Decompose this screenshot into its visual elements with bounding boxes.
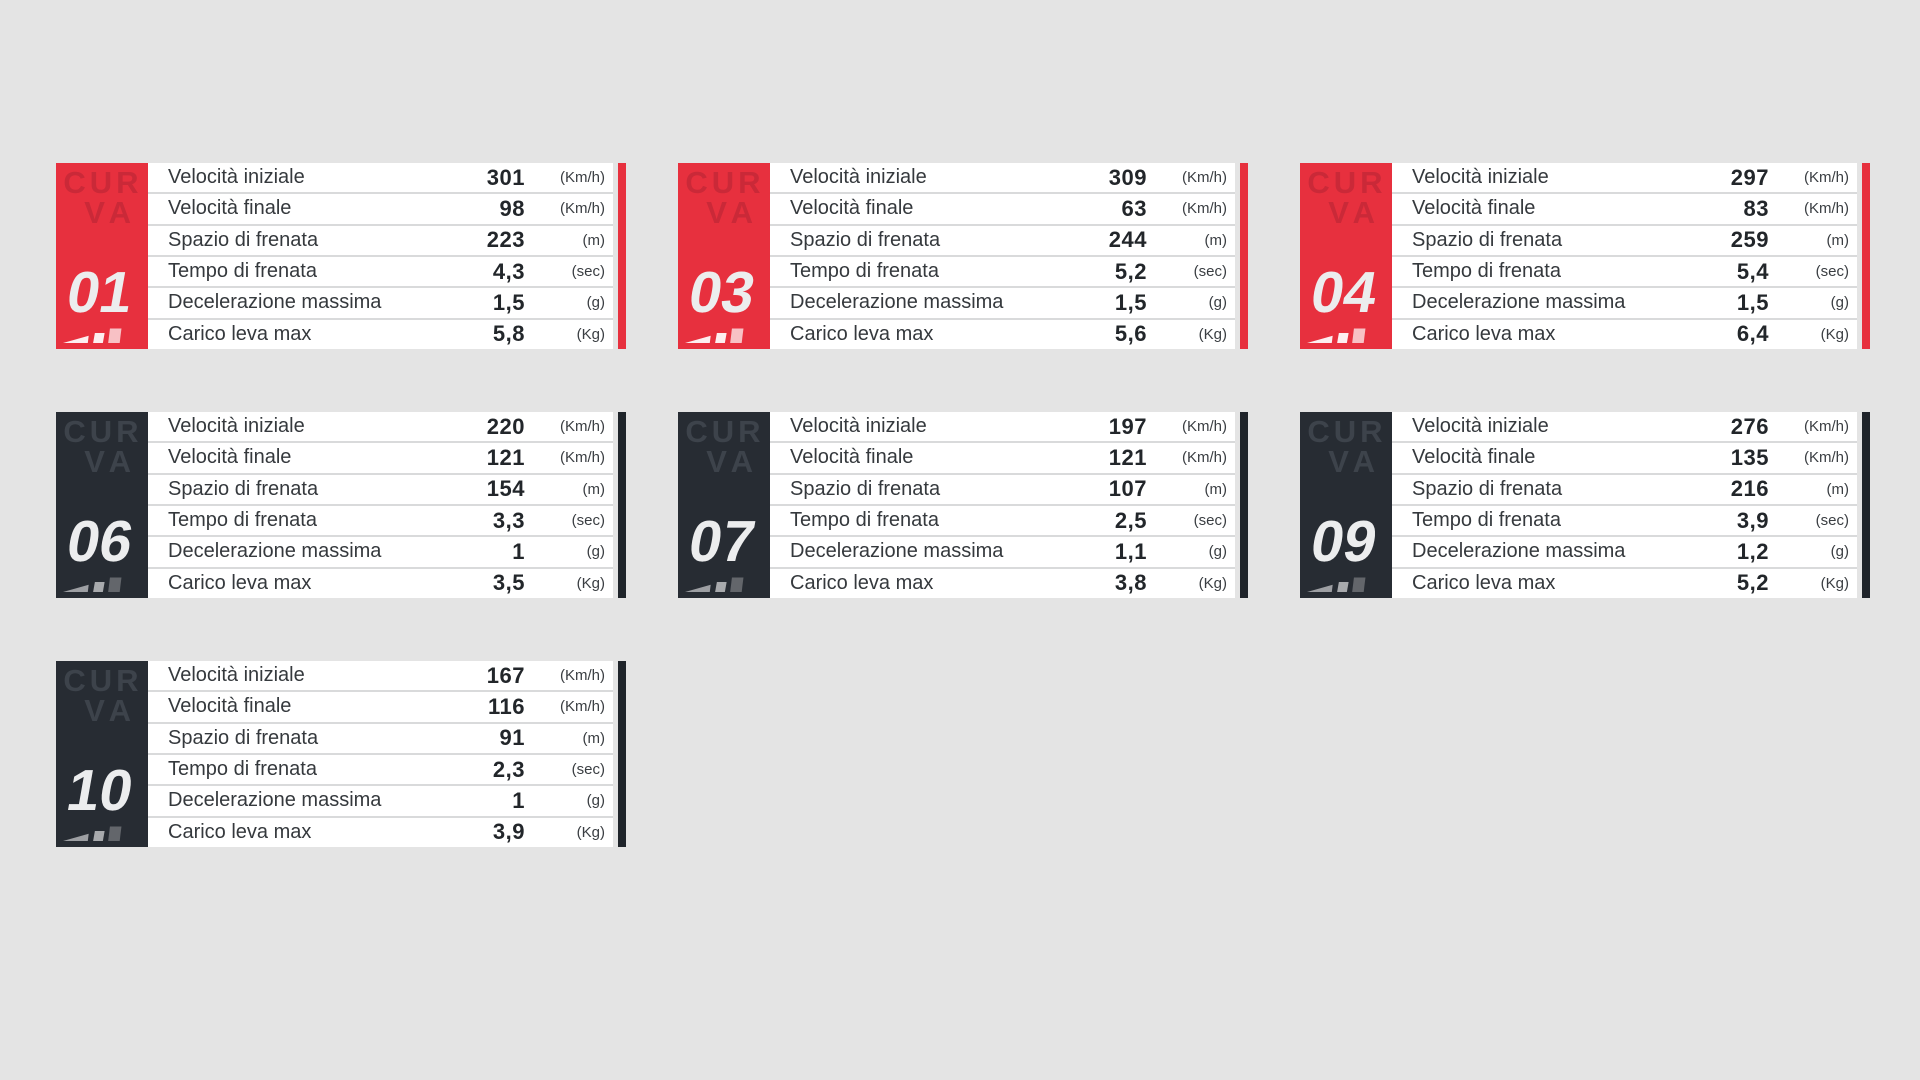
data-row [1392, 506, 1857, 535]
row-unit: (sec) [1815, 263, 1849, 281]
data-rows [148, 163, 613, 349]
row-value: 116 [488, 693, 525, 719]
curve-badge [56, 163, 148, 349]
curve-card [678, 412, 1248, 598]
row-value: 167 [486, 662, 525, 688]
accent-stripe [618, 163, 626, 349]
row-label: Tempo di frenata [1412, 509, 1561, 532]
accent-stripe [1240, 163, 1248, 349]
data-row [148, 320, 613, 349]
data-row [148, 818, 613, 847]
row-value: 244 [1108, 227, 1147, 253]
curve-badge [56, 661, 148, 847]
row-label: Velocità finale [1412, 197, 1536, 220]
curve-card [1300, 163, 1870, 349]
row-value: 223 [486, 227, 525, 253]
row-value: 1,5 [1736, 289, 1769, 315]
data-rows [770, 163, 1235, 349]
data-row [148, 755, 613, 784]
data-row [1392, 443, 1857, 472]
row-label: Decelerazione massima [168, 789, 382, 812]
data-row [148, 194, 613, 223]
row-value: 4,3 [492, 258, 525, 284]
accent-stripe [1862, 163, 1870, 349]
row-label: Carico leva max [1412, 571, 1556, 594]
data-rows [148, 661, 613, 847]
row-label: Spazio di frenata [1412, 477, 1563, 500]
row-unit: (Km/h) [1182, 418, 1227, 436]
row-label: Velocità finale [168, 197, 292, 220]
row-label: Velocità iniziale [168, 166, 305, 189]
curva-wordmark-line2: VA [84, 444, 137, 480]
row-unit: (Kg) [1198, 325, 1227, 343]
data-rows [770, 412, 1235, 598]
row-label: Spazio di frenata [790, 228, 941, 251]
data-row [770, 475, 1235, 504]
row-unit: (Km/h) [1804, 169, 1849, 187]
row-unit: (Kg) [1820, 325, 1849, 343]
row-label: Tempo di frenata [168, 509, 317, 532]
row-value: 220 [486, 413, 525, 439]
data-row [770, 569, 1235, 598]
data-rows [148, 412, 613, 598]
row-unit: (m) [1204, 480, 1227, 498]
row-unit: (sec) [571, 512, 605, 530]
data-row [148, 288, 613, 317]
row-unit: (Km/h) [560, 200, 605, 218]
curva-wordmark-line2: VA [1328, 444, 1381, 480]
row-label: Spazio di frenata [168, 477, 319, 500]
speed-ramp-icon [685, 323, 747, 343]
data-row [148, 475, 613, 504]
curva-wordmark-line1: CUR [685, 165, 765, 200]
curve-badge [678, 412, 770, 598]
row-label: Velocità finale [1412, 446, 1536, 469]
curva-wordmark-line1: CUR [1307, 414, 1387, 449]
curve-number: 01 [62, 260, 139, 325]
row-value: 2,5 [1114, 507, 1147, 533]
data-row [770, 443, 1235, 472]
row-label: Carico leva max [168, 571, 312, 594]
data-row [770, 320, 1235, 349]
row-value: 63 [1121, 195, 1147, 221]
data-row [1392, 569, 1857, 598]
row-value: 5,8 [492, 321, 525, 347]
data-row [1392, 475, 1857, 504]
data-row [770, 257, 1235, 286]
curve-number: 10 [62, 758, 139, 823]
curve-card [56, 661, 626, 847]
data-row [770, 288, 1235, 317]
row-value: 121 [486, 444, 525, 470]
row-label: Velocità iniziale [168, 415, 305, 438]
curva-wordmark [56, 165, 148, 231]
row-unit: (sec) [1193, 512, 1227, 530]
data-row [148, 163, 613, 192]
curva-wordmark [56, 663, 148, 729]
curva-wordmark [678, 165, 770, 231]
data-row [770, 163, 1235, 192]
row-unit: (Kg) [576, 325, 605, 343]
curve-card [56, 163, 626, 349]
curve-number: 04 [1306, 260, 1383, 325]
curva-wordmark [56, 414, 148, 480]
data-rows [1392, 412, 1857, 598]
row-unit: (g) [586, 294, 605, 312]
row-value: 135 [1730, 444, 1769, 470]
row-value: 216 [1730, 476, 1769, 502]
row-label: Decelerazione massima [1412, 291, 1626, 314]
row-label: Velocità iniziale [168, 664, 305, 687]
curve-number: 09 [1306, 509, 1383, 574]
row-label: Velocità finale [790, 446, 914, 469]
row-label: Tempo di frenata [790, 509, 939, 532]
data-row [770, 537, 1235, 566]
data-row [148, 257, 613, 286]
curva-wordmark-line1: CUR [63, 663, 143, 698]
row-unit: (Km/h) [1182, 449, 1227, 467]
row-value: 107 [1108, 476, 1147, 502]
data-row [148, 569, 613, 598]
row-label: Spazio di frenata [1412, 228, 1563, 251]
row-value: 1 [512, 787, 525, 813]
row-label: Velocità finale [168, 446, 292, 469]
curve-card [1300, 412, 1870, 598]
row-value: 5,6 [1114, 321, 1147, 347]
curva-wordmark-line1: CUR [1307, 165, 1387, 200]
curva-wordmark-line2: VA [1328, 195, 1381, 231]
row-value: 1,5 [492, 289, 525, 315]
row-label: Velocità finale [790, 197, 914, 220]
data-row [148, 506, 613, 535]
data-row [148, 724, 613, 753]
data-rows [1392, 163, 1857, 349]
row-unit: (g) [586, 792, 605, 810]
row-value: 276 [1730, 413, 1769, 439]
row-value: 1 [512, 538, 525, 564]
data-row [1392, 163, 1857, 192]
row-label: Velocità finale [168, 695, 292, 718]
row-label: Carico leva max [168, 820, 312, 843]
curva-wordmark [678, 414, 770, 480]
row-unit: (sec) [1193, 263, 1227, 281]
row-unit: (Km/h) [560, 449, 605, 467]
data-row [148, 226, 613, 255]
data-row [1392, 226, 1857, 255]
row-value: 5,2 [1114, 258, 1147, 284]
row-label: Spazio di frenata [790, 477, 941, 500]
row-value: 98 [499, 195, 525, 221]
row-label: Tempo di frenata [168, 260, 317, 283]
curva-wordmark [1300, 165, 1392, 231]
curva-wordmark-line1: CUR [685, 414, 765, 449]
speed-ramp-icon [63, 572, 125, 592]
data-row [770, 226, 1235, 255]
curve-badge [678, 163, 770, 349]
row-unit: (Km/h) [1804, 449, 1849, 467]
row-value: 154 [486, 476, 525, 502]
row-label: Carico leva max [790, 571, 934, 594]
row-value: 83 [1743, 195, 1769, 221]
row-unit: (Kg) [1820, 574, 1849, 592]
row-value: 5,2 [1736, 570, 1769, 596]
row-unit: (g) [1830, 294, 1849, 312]
row-value: 121 [1108, 444, 1147, 470]
curva-wordmark-line1: CUR [63, 165, 143, 200]
row-value: 5,4 [1736, 258, 1769, 284]
data-row [148, 692, 613, 721]
row-value: 3,5 [492, 570, 525, 596]
row-label: Decelerazione massima [168, 291, 382, 314]
curva-wordmark-line1: CUR [63, 414, 143, 449]
row-unit: (m) [1826, 480, 1849, 498]
row-unit: (Km/h) [1182, 169, 1227, 187]
row-value: 301 [486, 164, 525, 190]
row-label: Velocità iniziale [1412, 166, 1549, 189]
row-unit: (Km/h) [560, 169, 605, 187]
data-row [148, 443, 613, 472]
row-value: 197 [1108, 413, 1147, 439]
curve-badge [1300, 163, 1392, 349]
row-label: Spazio di frenata [168, 228, 319, 251]
curva-wordmark-line2: VA [84, 195, 137, 231]
row-value: 297 [1730, 164, 1769, 190]
row-unit: (Km/h) [560, 698, 605, 716]
row-unit: (g) [1208, 543, 1227, 561]
row-label: Decelerazione massima [168, 540, 382, 563]
row-value: 259 [1730, 227, 1769, 253]
row-value: 3,9 [1736, 507, 1769, 533]
speed-ramp-icon [63, 323, 125, 343]
row-label: Tempo di frenata [790, 260, 939, 283]
curve-number: 07 [684, 509, 761, 574]
row-unit: (m) [582, 729, 605, 747]
row-unit: (Km/h) [1182, 200, 1227, 218]
curve-card [678, 163, 1248, 349]
row-label: Spazio di frenata [168, 726, 319, 749]
data-row [1392, 412, 1857, 441]
row-value: 1,1 [1114, 538, 1147, 564]
row-value: 2,3 [492, 756, 525, 782]
row-unit: (g) [1830, 543, 1849, 561]
cards-grid [56, 163, 1870, 847]
data-row [770, 506, 1235, 535]
row-unit: (Km/h) [1804, 200, 1849, 218]
curve-number: 06 [62, 509, 139, 574]
row-value: 3,3 [492, 507, 525, 533]
data-row [1392, 537, 1857, 566]
curva-wordmark-line2: VA [706, 444, 759, 480]
speed-ramp-icon [685, 572, 747, 592]
curva-wordmark-line2: VA [84, 693, 137, 729]
curva-wordmark [1300, 414, 1392, 480]
data-row [148, 661, 613, 690]
data-row [770, 194, 1235, 223]
curva-wordmark-line2: VA [706, 195, 759, 231]
curve-number: 03 [684, 260, 761, 325]
row-unit: (sec) [1815, 512, 1849, 530]
row-label: Velocità iniziale [790, 415, 927, 438]
row-unit: (sec) [571, 761, 605, 779]
speed-ramp-icon [1307, 572, 1369, 592]
row-label: Decelerazione massima [790, 291, 1004, 314]
speed-ramp-icon [1307, 323, 1369, 343]
row-label: Carico leva max [1412, 322, 1556, 345]
data-row [1392, 257, 1857, 286]
row-label: Tempo di frenata [1412, 260, 1561, 283]
data-row [148, 412, 613, 441]
data-row [1392, 320, 1857, 349]
row-unit: (g) [586, 543, 605, 561]
row-unit: (m) [582, 480, 605, 498]
row-unit: (m) [1204, 231, 1227, 249]
row-value: 6,4 [1736, 321, 1769, 347]
row-label: Carico leva max [790, 322, 934, 345]
row-unit: (m) [582, 231, 605, 249]
row-unit: (Kg) [576, 823, 605, 841]
curve-badge [56, 412, 148, 598]
row-value: 1,5 [1114, 289, 1147, 315]
row-unit: (Kg) [1198, 574, 1227, 592]
row-label: Tempo di frenata [168, 758, 317, 781]
row-label: Decelerazione massima [1412, 540, 1626, 563]
speed-ramp-icon [63, 821, 125, 841]
row-unit: (Km/h) [560, 418, 605, 436]
row-unit: (m) [1826, 231, 1849, 249]
row-label: Carico leva max [168, 322, 312, 345]
row-unit: (g) [1208, 294, 1227, 312]
data-row [148, 537, 613, 566]
accent-stripe [1862, 412, 1870, 598]
data-row [148, 786, 613, 815]
row-unit: (Km/h) [560, 667, 605, 685]
row-value: 91 [499, 725, 525, 751]
data-row [770, 412, 1235, 441]
data-row [1392, 194, 1857, 223]
accent-stripe [618, 661, 626, 847]
row-unit: (Km/h) [1804, 418, 1849, 436]
row-value: 3,9 [492, 819, 525, 845]
row-label: Decelerazione massima [790, 540, 1004, 563]
row-label: Velocità iniziale [1412, 415, 1549, 438]
accent-stripe [618, 412, 626, 598]
row-unit: (sec) [571, 263, 605, 281]
row-value: 1,2 [1736, 538, 1769, 564]
curve-badge [1300, 412, 1392, 598]
row-value: 309 [1108, 164, 1147, 190]
data-row [1392, 288, 1857, 317]
accent-stripe [1240, 412, 1248, 598]
curve-card [56, 412, 626, 598]
row-label: Velocità iniziale [790, 166, 927, 189]
row-unit: (Kg) [576, 574, 605, 592]
row-value: 3,8 [1114, 570, 1147, 596]
